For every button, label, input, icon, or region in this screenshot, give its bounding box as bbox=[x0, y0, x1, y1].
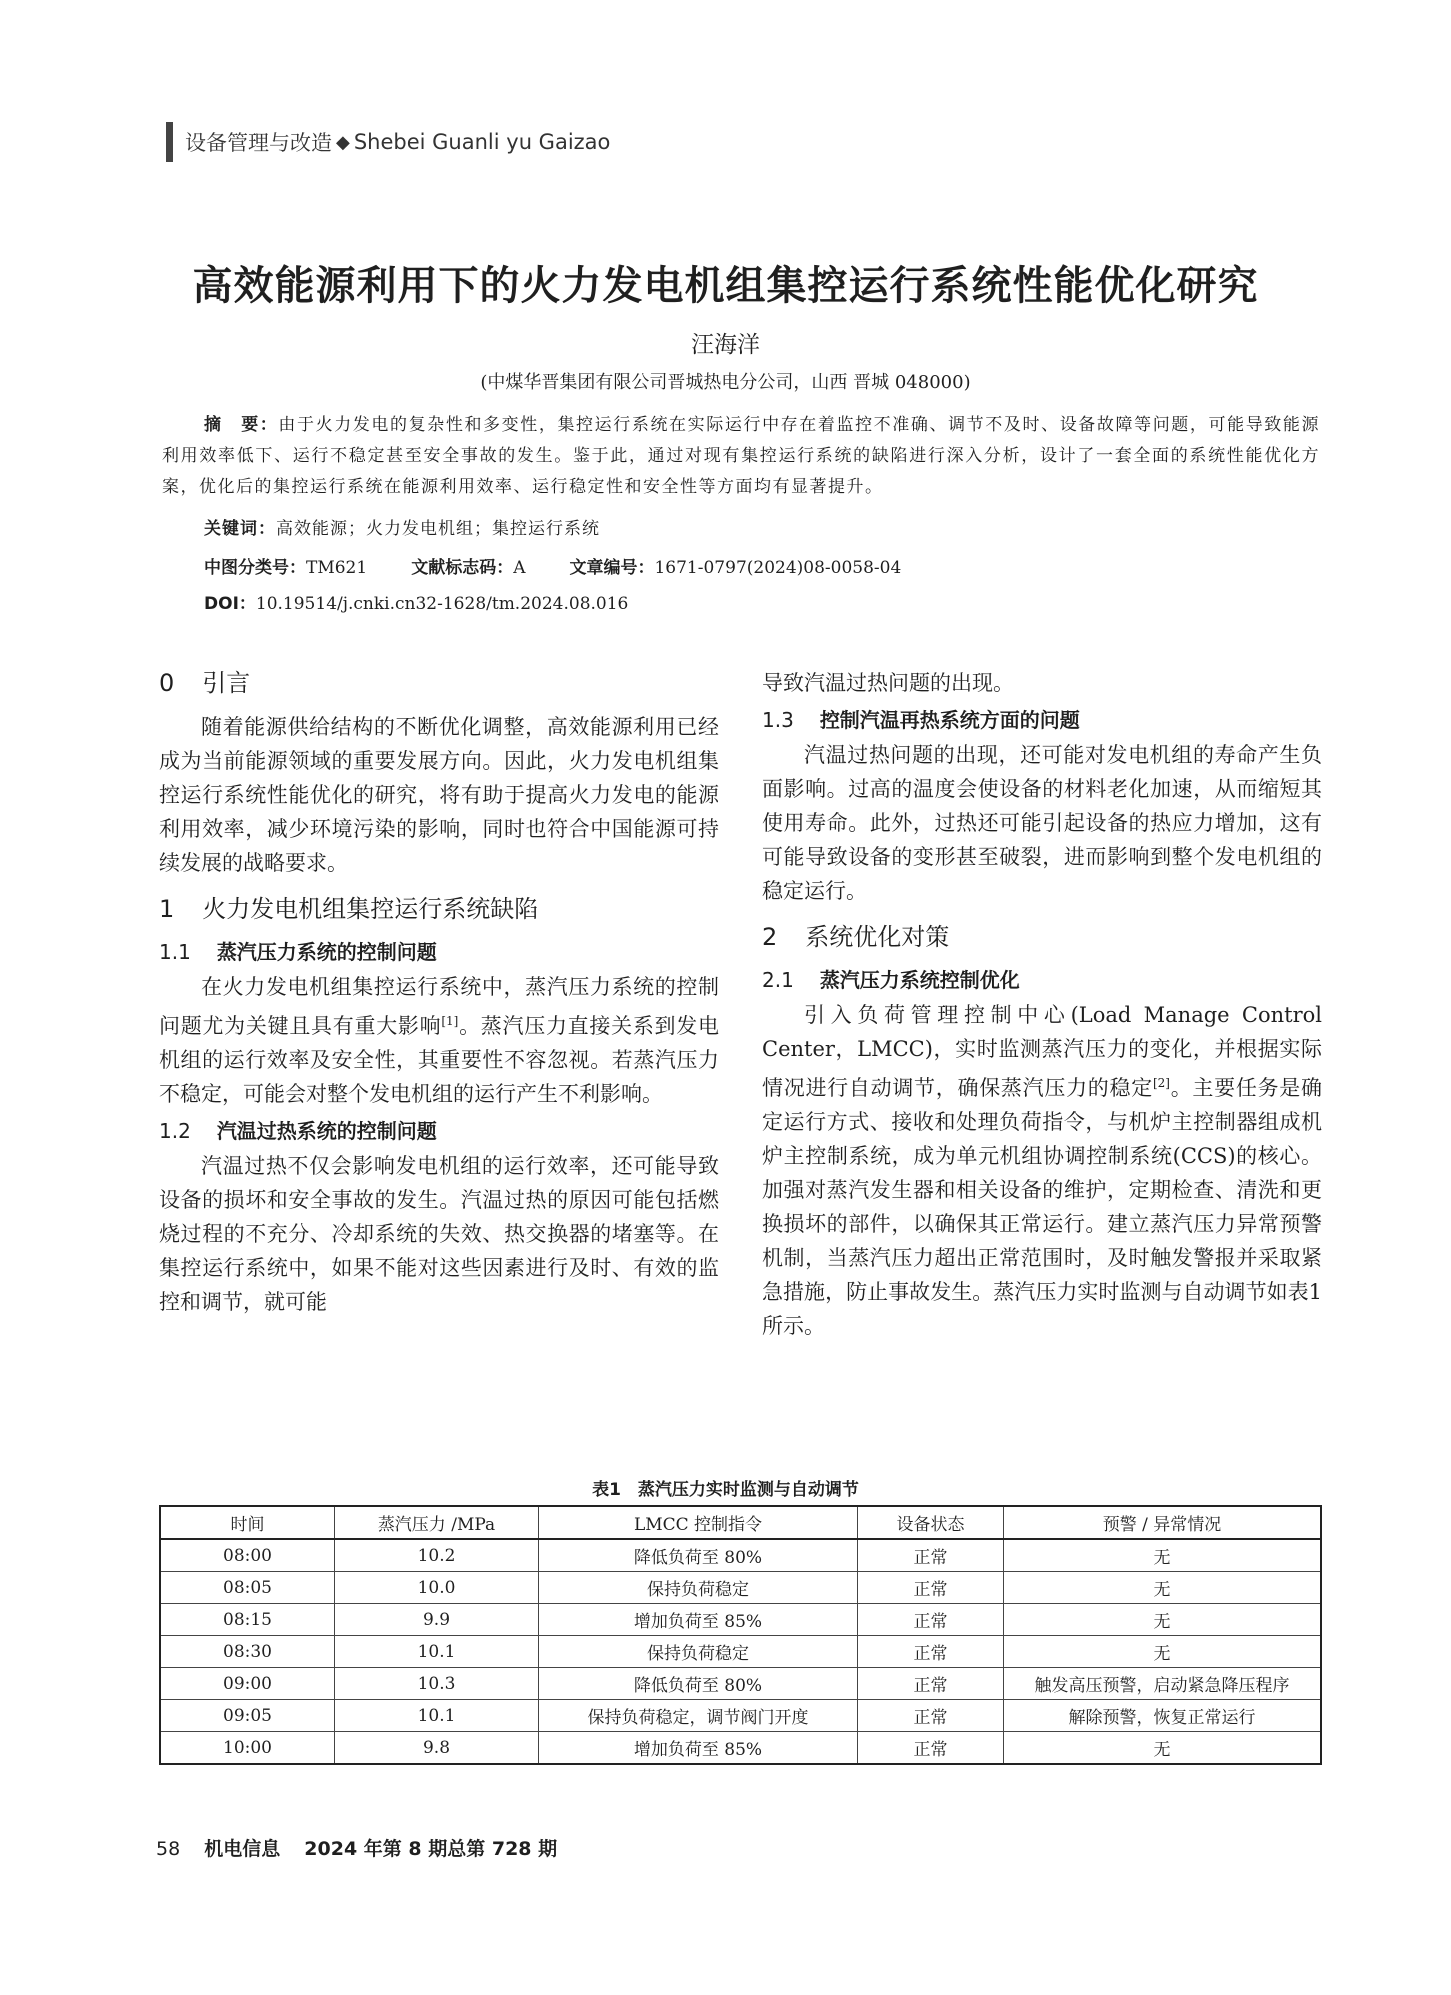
table-cell: 正常 bbox=[858, 1668, 1004, 1700]
table-cell: 无 bbox=[1004, 1539, 1322, 1572]
abstract-label: 摘 要： bbox=[204, 415, 279, 435]
article-id-label: 文章编号： bbox=[569, 558, 655, 578]
page-number: 58 bbox=[156, 1838, 181, 1860]
column-header: 时间 bbox=[160, 1506, 335, 1539]
running-head-section: 设备管理与改造 bbox=[185, 131, 332, 155]
doc-code-label: 文献标志码： bbox=[411, 558, 514, 578]
paragraph: 汽温过热问题的出现，还可能对发电机组的寿命产生负面影响。过高的温度会使设备的材料老化加速，从而缩短其使用寿命。此外，过热还可能引起设备的热应力增加，这有可能导致设备的变形甚至破裂，进而影响到整个发电机组的稳定运行。 bbox=[762, 743, 1322, 903]
table-cell: 无 bbox=[1004, 1732, 1322, 1765]
column-header: 设备状态 bbox=[858, 1506, 1004, 1539]
table-cell: 增加负荷至 85% bbox=[539, 1732, 858, 1765]
table-cell: 正常 bbox=[858, 1572, 1004, 1604]
right-column bbox=[762, 666, 1322, 1343]
table-row bbox=[160, 1636, 1321, 1668]
column-header: 预警 / 异常情况 bbox=[1004, 1506, 1322, 1539]
section-heading: 2 系统优化对策 bbox=[762, 923, 950, 951]
doi-value: 10.19514/j.cnki.cn32-1628/tm.2024.08.016 bbox=[255, 594, 629, 614]
table-cell: 保持负荷稳定，调节阀门开度 bbox=[539, 1700, 858, 1732]
keywords-text: 高效能源；火力发电机组；集控运行系统 bbox=[276, 519, 600, 539]
page-footer bbox=[156, 1834, 557, 1861]
running-head-bar bbox=[166, 122, 173, 162]
article-title: 高效能源利用下的火力发电机组集控运行系统性能优化研究 bbox=[192, 263, 1259, 309]
table-cell: 无 bbox=[1004, 1604, 1322, 1636]
table-cell: 10.2 bbox=[335, 1539, 539, 1572]
table-cell: 保持负荷稳定 bbox=[539, 1572, 858, 1604]
doi bbox=[204, 589, 628, 614]
table-row bbox=[160, 1732, 1321, 1765]
issue-info: 2024 年第 8 期总第 728 期 bbox=[304, 1838, 558, 1860]
table-cell: 10.1 bbox=[335, 1700, 539, 1732]
table-cell: 触发高压预警，启动紧急降压程序 bbox=[1004, 1668, 1322, 1700]
table-cell: 无 bbox=[1004, 1572, 1322, 1604]
table-caption: 表1 蒸汽压力实时监测与自动调节 bbox=[592, 1480, 859, 1500]
paragraph: 汽温过热不仅会影响发电机组的运行效率，还可能导致设备的损坏和安全事故的发生。汽温过热的原因可能包括燃烧过程的不充分、冷却系统的失效、热交换器的堵塞等。在集控运行系统中，如果不能对这些因素进行及时、有效的监控和调节，就可能 bbox=[159, 1154, 719, 1314]
article-id-value: 1671-0797(2024)08-0058-04 bbox=[654, 558, 902, 578]
table-row bbox=[160, 1539, 1321, 1572]
table-cell: 10.3 bbox=[335, 1668, 539, 1700]
table-cell: 10:00 bbox=[160, 1732, 335, 1765]
abstract bbox=[162, 410, 1320, 503]
citation[interactable]: [2] bbox=[1152, 1076, 1170, 1090]
citation[interactable]: [1] bbox=[441, 1014, 459, 1028]
left-column bbox=[159, 666, 719, 1319]
table-cell: 08:05 bbox=[160, 1572, 335, 1604]
table-cell: 正常 bbox=[858, 1604, 1004, 1636]
table-cell: 增加负荷至 85% bbox=[539, 1604, 858, 1636]
table-cell: 09:00 bbox=[160, 1668, 335, 1700]
subsection-heading: 1.1 蒸汽压力系统的控制问题 bbox=[159, 940, 437, 964]
keywords bbox=[204, 514, 600, 539]
table-row bbox=[160, 1572, 1321, 1604]
running-head bbox=[166, 122, 610, 162]
clc-value: TM621 bbox=[306, 558, 368, 578]
table-row bbox=[160, 1668, 1321, 1700]
paragraph: 导致汽温过热问题的出现。 bbox=[762, 671, 1014, 695]
data-table bbox=[159, 1505, 1322, 1765]
section-heading: 1 火力发电机组集控运行系统缺陷 bbox=[159, 895, 539, 923]
running-head-pinyin: Shebei Guanli yu Gaizao bbox=[353, 130, 611, 154]
table-cell: 解除预警，恢复正常运行 bbox=[1004, 1700, 1322, 1732]
affiliation: (中煤华晋集团有限公司晋城热电分公司，山西 晋城 048000) bbox=[480, 372, 971, 393]
table-cell: 降低负荷至 80% bbox=[539, 1539, 858, 1572]
table-cell: 10.0 bbox=[335, 1572, 539, 1604]
section-heading: 0 引言 bbox=[159, 669, 251, 697]
doc-code-value: A bbox=[513, 558, 526, 578]
paragraph: 随着能源供给结构的不断优化调整，高效能源利用已经成为当前能源领域的重要发展方向。因此，火力发电机组集控运行系统性能优化的研究，将有助于提高火力发电的能源利用效率，减少环境污染的影响，同时也符合中国能源可持续发展的战略要求。 bbox=[159, 715, 719, 875]
subsection-heading: 2.1 蒸汽压力系统控制优化 bbox=[762, 968, 1020, 992]
table-cell: 保持负荷稳定 bbox=[539, 1636, 858, 1668]
paragraph: 在火力发电机组集控运行系统中，蒸汽压力系统的控制问题尤为关键且具有重大影响[1]。蒸汽压力直接关系到发电机组的运行效率及安全性，其重要性不容忽视。若蒸汽压力不稳定，可能会对整个发电机组的运行产生不利影响。 bbox=[159, 975, 719, 1106]
keywords-label: 关键词： bbox=[204, 519, 276, 539]
table-cell: 08:30 bbox=[160, 1636, 335, 1668]
column-header: 蒸汽压力 /MPa bbox=[335, 1506, 539, 1539]
table-cell: 10.1 bbox=[335, 1636, 539, 1668]
clc-label: 中图分类号： bbox=[204, 558, 306, 578]
author: 汪海洋 bbox=[691, 332, 760, 358]
abstract-text: 由于火力发电的复杂性和多变性，集控运行系统在实际运行中存在着监控不准确、调节不及时、设备故障等问题，可能导致能源利用效率低下、运行不稳定甚至安全事故的发生。鉴于此，通过对现有集控运行系统的缺陷进行深入分析，设计了一套全面的系统性能优化方案，优化后的集控运行系统在能源利用效率、运行稳定性和安全性等方面均有显著提升。 bbox=[162, 415, 1321, 497]
table-cell: 9.9 bbox=[335, 1604, 539, 1636]
journal-name: 机电信息 bbox=[204, 1838, 281, 1860]
table-cell: 无 bbox=[1004, 1636, 1322, 1668]
table-cell: 正常 bbox=[858, 1539, 1004, 1572]
table-cell: 08:00 bbox=[160, 1539, 335, 1572]
table-cell: 正常 bbox=[858, 1700, 1004, 1732]
doi-label: DOI： bbox=[204, 594, 256, 614]
classification bbox=[204, 553, 901, 578]
table-cell: 正常 bbox=[858, 1636, 1004, 1668]
column-header: LMCC 控制指令 bbox=[539, 1506, 858, 1539]
table-cell: 09:05 bbox=[160, 1700, 335, 1732]
table-cell: 降低负荷至 80% bbox=[539, 1668, 858, 1700]
table-row bbox=[160, 1604, 1321, 1636]
subsection-heading: 1.3 控制汽温再热系统方面的问题 bbox=[762, 708, 1080, 732]
table-cell: 9.8 bbox=[335, 1732, 539, 1765]
diamond-icon: ◆ bbox=[336, 131, 350, 153]
table-header-row bbox=[160, 1506, 1321, 1539]
table-row bbox=[160, 1700, 1321, 1732]
table-cell: 正常 bbox=[858, 1732, 1004, 1765]
paragraph: 引入负荷管理控制中心(Load Manage Control Center，LMCC)，实时监测蒸汽压力的变化，并根据实际情况进行自动调节，确保蒸汽压力的稳定[2]。主要任务是确定运行方式、接收和处理负荷指令，与机炉主控制器组成机炉主控制系统，成为单元机组协调控制系统(CCS)的核心。加强对蒸汽发生器和相关设备的维护，定期检查、清洗和更换损坏的部件，以确保其正常运行。建立蒸汽压力异常预警机制，当蒸汽压力超出正常范围时，及时触发警报并采取紧急措施，防止事故发生。蒸汽压力实时监测与自动调节如表1所示。 bbox=[762, 1003, 1323, 1338]
subsection-heading: 1.2 汽温过热系统的控制问题 bbox=[159, 1119, 437, 1143]
table-cell: 08:15 bbox=[160, 1604, 335, 1636]
